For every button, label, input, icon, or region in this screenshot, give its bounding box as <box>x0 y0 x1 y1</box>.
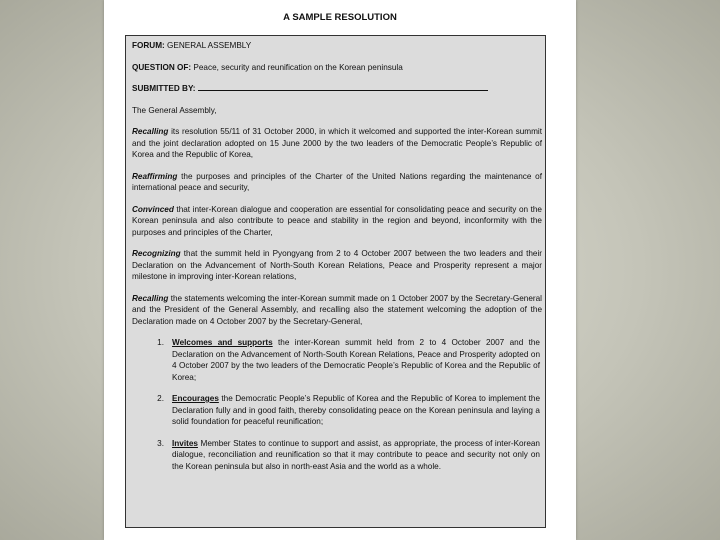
operative-list <box>132 337 542 472</box>
clause-text: the purposes and principles of the Charter of the United Nations regarding the maintenance of international peace and security, <box>132 171 542 192</box>
preamble-clause <box>132 248 542 283</box>
operative-clause <box>132 438 542 473</box>
clause-text: the inter-Korean summit held from 2 to 4 October 2007 and the Declaration on the Advancement of North-South Korean Relations, Peace and Prosperity adopted on 4 October 2007 by the two leaders of the Democratic People’s Republic of Korea and the Republic of Korea; <box>172 338 540 382</box>
clause-number: 2. <box>157 394 164 403</box>
clause-text: that the summit held in Pyongyang from 2 to 4 October 2007 between the two leaders and their Declaration on the Advancement of North-South Korean Relations, Peace and Prosperity represent a major milestone in improving inter-Korean relations, <box>132 249 542 281</box>
clause-lead: Invites <box>172 438 198 448</box>
clause-text: its resolution 55/11 of 31 October 2000, in which it welcomed and supported the inter-Korean summit and the joint declaration adopted on 15 June 2000 by the two leaders of the Democratic People’s Republic of Korea and the Republic of Korea, <box>132 127 542 159</box>
clause-lead: Convinced <box>132 204 174 214</box>
preamble-clause <box>132 126 542 161</box>
clause-lead: Recalling <box>132 127 169 136</box>
clause-text: the statements welcoming the inter-Korean summit made on 1 October 2007 by the Secretary-General and the President of the General Assembly, and recalling also the statement welcoming the adoption of the Declaration made on 4 October 2007 by the Secretary-General, <box>132 293 542 326</box>
clause-body <box>172 337 542 383</box>
submitted-line <box>132 83 542 95</box>
preamble-clause <box>132 204 542 239</box>
clause-lead: Recalling <box>132 293 169 303</box>
clause-lead: Encourages <box>172 394 219 403</box>
clause-number: 1. <box>157 338 164 347</box>
clause-lead: Reaffirming <box>132 171 178 181</box>
operative-clause <box>132 337 542 383</box>
clause-body <box>172 438 542 473</box>
resolution-box <box>125 35 546 528</box>
preamble-clause <box>132 171 542 194</box>
preamble-clause <box>132 293 542 328</box>
document-title: A SAMPLE RESOLUTION <box>283 12 397 23</box>
submitted-label: SUBMITTED BY: <box>132 84 196 93</box>
submitted-blank <box>198 83 488 91</box>
forum-label: FORUM: <box>132 41 165 50</box>
forum-line <box>132 40 542 52</box>
clause-lead: Welcomes and supports <box>172 338 273 347</box>
clause-body <box>172 393 542 428</box>
clause-lead: Recognizing <box>132 249 181 258</box>
question-value: Peace, security and reunification on the Korean peninsula <box>193 62 403 72</box>
clause-text: that inter-Korean dialogue and cooperation are essential for consolidating peace and security on the Korean peninsula and also contribute to peace and stability in the region and beyond, inconformity with the purposes and principles of the Charter, <box>132 204 542 237</box>
clause-text: the Democratic People’s Republic of Korea and the Republic of Korea to implement the Declaration fully and in good faith, thereby consolidating peace on the Korean peninsula and laying a solid foundation for peaceful reunification; <box>172 394 540 426</box>
operative-clause <box>132 393 542 428</box>
clause-number: 3. <box>157 438 164 448</box>
question-line <box>132 62 542 74</box>
opening-phrase: The General Assembly, <box>132 105 217 115</box>
question-label: QUESTION OF: <box>132 62 192 72</box>
forum-value: GENERAL ASSEMBLY <box>167 41 252 50</box>
clause-text: Member States to continue to support and assist, as appropriate, the process of inter-Korean dialogue, reconciliation and reunification so that it may contribute to peace and security not only on the Korean peninsula but also in north-east Asia and the world as a whole. <box>172 438 540 471</box>
